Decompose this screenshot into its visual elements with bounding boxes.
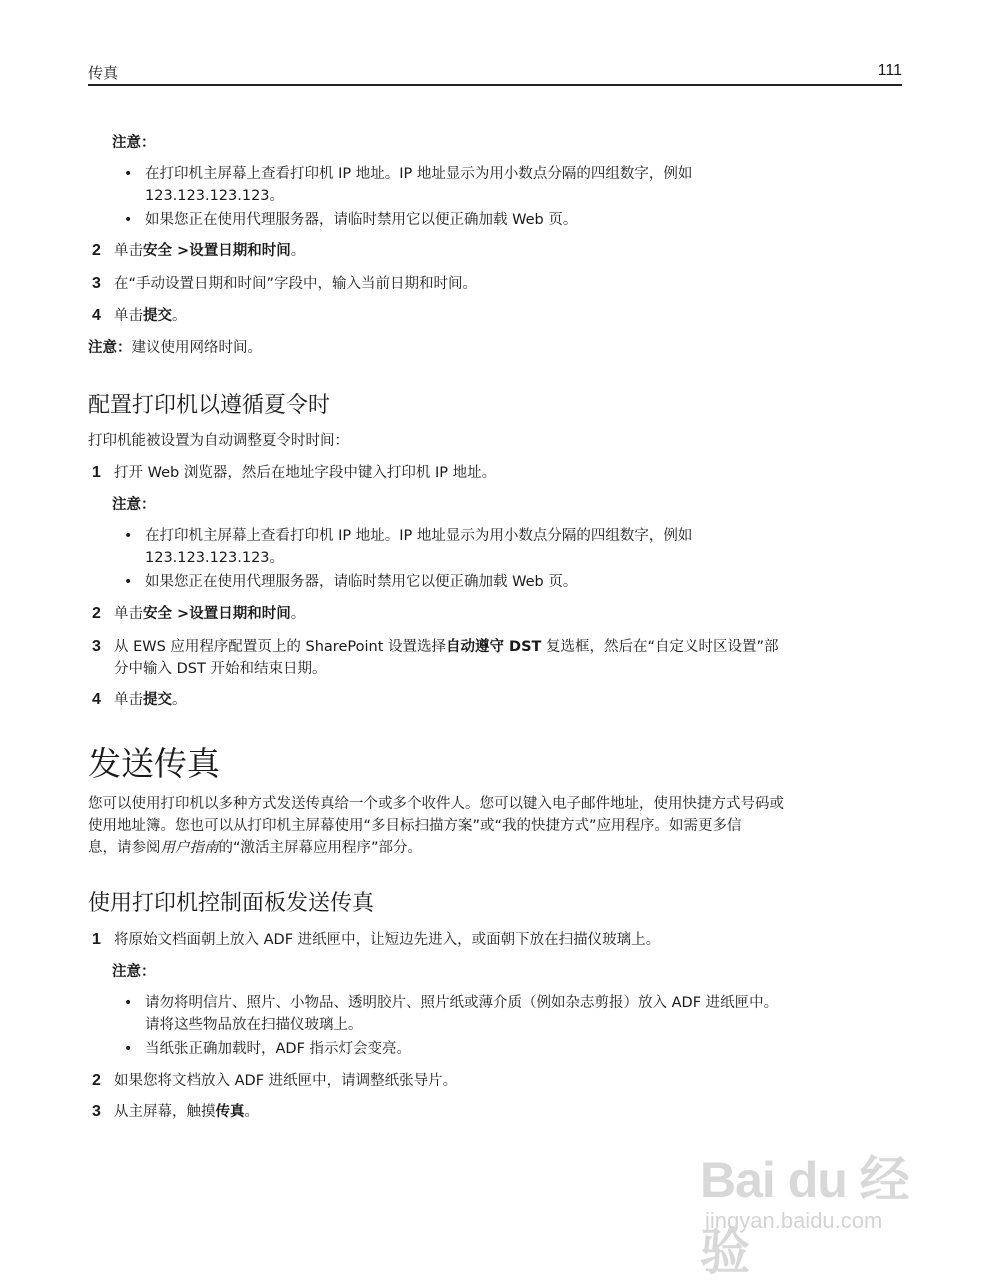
step-text-part: 。	[290, 606, 306, 622]
step-number: 3	[92, 275, 101, 292]
step-text-part: 。	[290, 243, 306, 259]
bullet-text: 请勿将明信片、照片、小物品、透明胶片、照片纸或薄介质（例如杂志剪报）放入 ADF 进纸匣中。	[145, 995, 779, 1011]
bullet-icon: •	[124, 528, 133, 544]
step-text: 分中输入 DST 开始和结束日期。	[114, 661, 327, 677]
step-number: 2	[92, 242, 101, 259]
step-text-part: 。	[172, 692, 187, 708]
step-text-part: 复选框，然后在“自定义时区设置”部	[541, 639, 779, 655]
step-text: 将原始文档面朝上放入 ADF 进纸匣中，让短边先进入，或面朝下放在扫描仪玻璃上。	[114, 932, 661, 948]
ui-term: 提交	[143, 308, 172, 324]
note-label: 注意：	[112, 964, 156, 980]
bullet-text: 如果您正在使用代理服务器，请临时禁用它以便正确加载 Web 页。	[145, 574, 578, 590]
step-number: 4	[92, 691, 101, 708]
final-note	[88, 337, 262, 359]
step-text-part: 单击	[114, 243, 143, 259]
step-number: 2	[92, 605, 101, 622]
step-number: 3	[92, 1103, 101, 1120]
paragraph-line	[88, 837, 422, 859]
step-text-part: 单击	[114, 606, 143, 622]
step-text: 在“手动设置日期和时间”字段中，输入当前日期和时间。	[114, 276, 478, 292]
header-title: 传真	[88, 64, 119, 82]
step-text-part: 从 EWS 应用程序配置页上的 SharePoint 设置选择	[114, 639, 446, 655]
intro-text: 打印机能被设置为自动调整夏令时时间：	[88, 433, 349, 449]
step-text-part: 单击	[114, 308, 143, 324]
step-number: 3	[92, 638, 101, 655]
step-text	[114, 603, 305, 625]
note-label: 注意：	[112, 135, 156, 151]
paragraph-line: 您可以使用打印机以多种方式发送传真给一个或多个收件人。您可以键入电子邮件地址，使用快捷方式号码或	[88, 796, 784, 812]
step-text: 如果您将文档放入 ADF 进纸匣中，请调整纸张导片。	[114, 1073, 458, 1089]
note-label: 注意：	[112, 497, 156, 513]
chapter-heading: 发送传真	[88, 744, 220, 783]
bullet-text: 123.123.123.123。	[145, 550, 285, 566]
step-text: 打开 Web 浏览器，然后在地址字段中键入打印机 IP 地址。	[114, 465, 497, 481]
watermark-logo: Bai du 经验	[700, 1152, 909, 1280]
step-text-part: 。	[244, 1104, 259, 1120]
bullet-text: 如果您正在使用代理服务器，请临时禁用它以便正确加载 Web 页。	[145, 212, 578, 228]
step-text	[114, 240, 305, 262]
step-number: 2	[92, 1072, 101, 1089]
page-header	[88, 62, 902, 86]
bullet-icon: •	[124, 166, 133, 182]
note-text: 建议使用网络时间。	[131, 340, 262, 356]
bullet-icon: •	[124, 995, 133, 1011]
paragraph-part: 的“激活主屏幕应用程序”部分。	[218, 840, 423, 856]
bullet-text: 在打印机主屏幕上查看打印机 IP 地址。IP 地址显示为用小数点分隔的四组数字，例如	[145, 166, 693, 182]
watermark-url: jingyan.baidu.com	[705, 1208, 883, 1233]
bullet-text: 在打印机主屏幕上查看打印机 IP 地址。IP 地址显示为用小数点分隔的四组数字，例如	[145, 528, 693, 544]
ui-term: 安全 >设置日期和时间	[143, 606, 291, 622]
step-text-part: 单击	[114, 692, 143, 708]
baidu-watermark	[700, 1130, 930, 1280]
paragraph-part: 息，请参阅	[88, 840, 161, 856]
bullet-text: 123.123.123.123。	[145, 188, 285, 204]
bullet-icon: •	[124, 212, 133, 228]
bullet-text: 当纸张正确加载时，ADF 指示灯会变亮。	[145, 1041, 412, 1057]
step-text	[114, 689, 187, 711]
step-text	[114, 1101, 259, 1123]
ui-term: 传真	[215, 1104, 245, 1120]
step-number: 4	[92, 307, 101, 324]
guide-reference: 用户指南	[160, 840, 219, 856]
ui-term: 安全 >设置日期和时间	[143, 243, 291, 259]
section-heading: 配置打印机以遵循夏令时	[88, 393, 331, 418]
bullet-text: 请将这些物品放在扫描仪玻璃上。	[145, 1017, 363, 1033]
section-heading: 使用打印机控制面板发送传真	[88, 891, 375, 916]
page-number: 111	[877, 62, 902, 79]
step-text	[114, 305, 187, 327]
step-number: 1	[92, 464, 101, 481]
step-number: 1	[92, 931, 101, 948]
note-label: 注意：	[88, 340, 132, 356]
ui-term: 自动遵守 DST	[445, 639, 542, 655]
paragraph-line: 使用地址簿。您也可以从打印机主屏幕使用“多目标扫描方案”或“我的快捷方式”应用程序。如需更多信	[88, 818, 742, 834]
step-text-part: 从主屏幕，触摸	[114, 1104, 216, 1120]
bullet-icon: •	[124, 1041, 133, 1057]
bullet-icon: •	[124, 574, 133, 590]
step-text-part: 。	[172, 308, 187, 324]
step-text	[114, 636, 779, 658]
ui-term: 提交	[143, 692, 172, 708]
